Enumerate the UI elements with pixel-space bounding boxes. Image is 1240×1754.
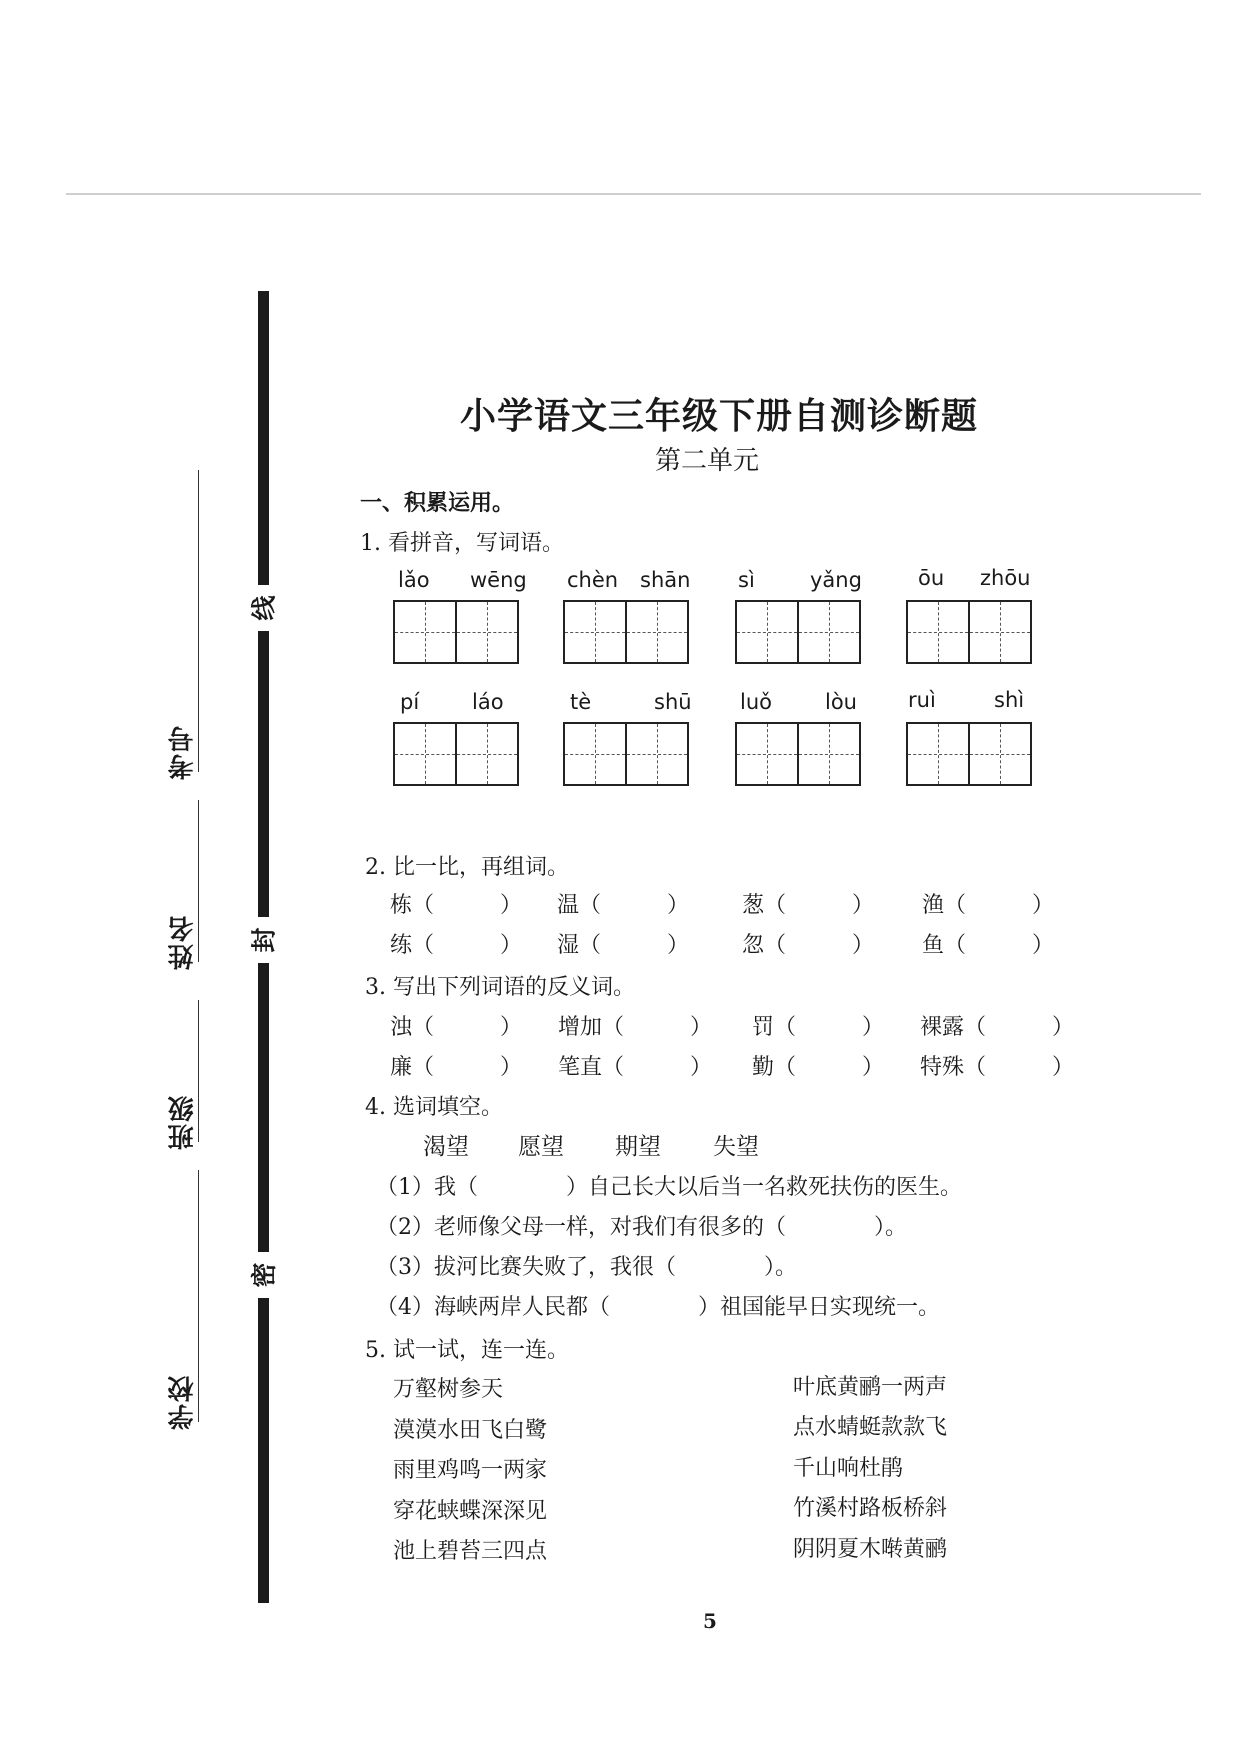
q4-sentence[interactable]: （4）海峡两岸人民都（ ）祖国能早日实现统一。 [376,1295,940,1320]
pinyin: shū [654,690,692,714]
q2-item[interactable]: 葱（ ） [742,893,875,918]
page-title: 小学语文三年级下册自测诊断题 [460,395,979,437]
match-left-item[interactable]: 穿花蛱蝶深深见 [393,1499,548,1524]
q4-sentence[interactable]: （1）我（ ）自己长大以后当一名救死扶伤的医生。 [376,1175,962,1200]
q3-prompt: 3. 写出下列词语的反义词。 [365,975,635,1000]
binding-label-seal: 封 [244,917,282,963]
q2-item[interactable]: 练（ ） [390,933,523,958]
writing-grid[interactable] [906,600,1032,664]
q3-item[interactable]: 增加（ ） [558,1015,713,1040]
section-heading: 一、积累运用。 [360,490,515,516]
writing-grid[interactable] [735,600,861,664]
q2-item[interactable]: 栋（ ） [390,893,523,918]
q3-item[interactable]: 裸露（ ） [920,1015,1075,1040]
writing-grid[interactable] [393,600,519,664]
page-top-rule [66,193,1201,195]
writing-grid[interactable] [563,600,689,664]
q3-item[interactable]: 罚（ ） [752,1015,885,1040]
match-right-item[interactable]: 竹溪村路板桥斜 [793,1496,948,1521]
word-choice: 失望 [713,1134,759,1160]
match-right-item[interactable]: 叶底黄鹂一两声 [793,1375,948,1400]
match-left-item[interactable]: 池上碧苔三四点 [393,1539,548,1564]
q2-item[interactable]: 渔（ ） [922,893,1055,918]
word-choice: 渴望 [423,1134,469,1160]
match-left-item[interactable]: 漠漠水田飞白鹭 [393,1418,548,1443]
pinyin: wēng [470,568,527,592]
pinyin: lòu [825,690,857,714]
pinyin: chèn [567,568,619,592]
q2-item[interactable]: 鱼（ ） [922,933,1055,958]
page-subtitle: 第二单元 [655,446,760,476]
class-field[interactable]: 班级 [150,1000,210,1150]
q3-item[interactable]: 特殊（ ） [920,1055,1075,1080]
q4-sentence[interactable]: （2）老师像父母一样，对我们有很多的（ ）。 [376,1215,907,1240]
pinyin: pí [400,690,420,714]
writing-grid[interactable] [393,722,519,786]
word-choice: 期望 [615,1134,661,1160]
pinyin: shì [994,688,1025,712]
pinyin: láo [472,690,504,714]
pinyin: ruì [908,688,936,712]
page-number: 5 [703,1609,717,1633]
writing-grid[interactable] [735,722,861,786]
pinyin: tè [570,690,592,714]
match-left-item[interactable]: 万壑树参天 [393,1377,504,1402]
match-right-item[interactable]: 千山响杜鹃 [793,1456,904,1481]
q3-item[interactable]: 笔直（ ） [558,1055,713,1080]
name-field[interactable]: 姓名 [150,800,210,970]
binding-label-line: 线 [244,585,282,631]
writing-grid[interactable] [906,722,1032,786]
pinyin: luǒ [740,690,772,714]
pinyin: lǎo [398,568,430,592]
q3-item[interactable]: 浊（ ） [390,1015,523,1040]
q4-prompt: 4. 选词填空。 [365,1095,503,1120]
q5-prompt: 5. 试一试，连一连。 [365,1338,569,1363]
q2-item[interactable]: 湿（ ） [557,933,690,958]
q2-item[interactable]: 忽（ ） [742,933,875,958]
word-choice: 愿望 [518,1134,564,1160]
match-right-item[interactable]: 点水蜻蜓款款飞 [793,1415,948,1440]
writing-grid[interactable] [563,722,689,786]
pinyin: shān [640,568,691,592]
q2-prompt: 2. 比一比，再组词。 [365,855,569,880]
pinyin: ōu [918,566,945,590]
q1-prompt: 1. 看拼音，写词语。 [360,531,564,556]
q2-item[interactable]: 温（ ） [557,893,690,918]
match-right-item[interactable]: 阴阴夏木啭黄鹂 [793,1537,948,1562]
match-left-item[interactable]: 雨里鸡鸣一两家 [393,1458,548,1483]
binding-label-secret: 密 [244,1252,282,1298]
q3-item[interactable]: 廉（ ） [390,1055,523,1080]
q3-item[interactable]: 勤（ ） [752,1055,885,1080]
school-field[interactable]: 学校 [150,1170,210,1430]
exam-number-field[interactable]: 考号 [150,470,210,780]
pinyin: yǎng [810,568,862,592]
pinyin: zhōu [980,566,1031,590]
q4-sentence[interactable]: （3）拔河比赛失败了，我很（ ）。 [376,1255,797,1280]
pinyin: sì [738,568,755,592]
